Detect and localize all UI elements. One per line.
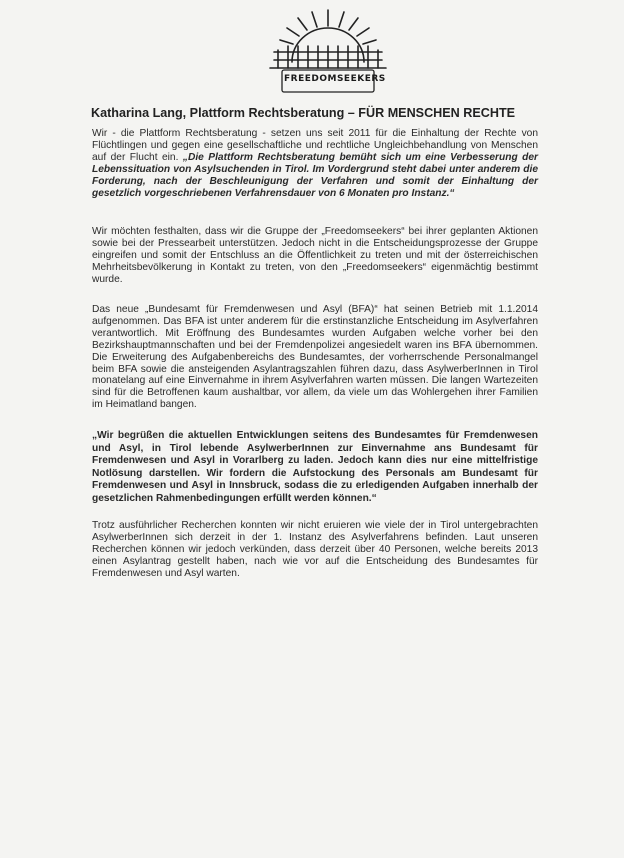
paragraph-research: Trotz ausführlicher Recherchen konnten wir nicht eruieren wie viele der in Tirol untergebrachten AsylwerberInnen sich derzeit in der 1. Instanz des Asylverfahrens befinden. Laut unseren Recherchen können wir jedoch verkünden, dass derzeit über 40 Personen, welche bereits 2013 einen Asylantrag gestellt haben, nach wie vor auf die Entscheidung des Bundesamtes für Fremdenwesen und Asyl warten.: [92, 520, 538, 579]
paragraph-bfa: Das neue „Bundesamt für Fremdenwesen und Asyl (BFA)“ hat seinen Betrieb mit 1.1.2014 aufgenommen. Das BFA ist unter anderem für die erstinstanzliche Entscheidung im Asylverfahren verantwortlich. Mit Eröffnung des Bundesamtes wurden Aufgaben welche vorher bei den Bezirkshauptmannschaften und bei der Fremdenpolizei angesiedelt waren ins BFA übernommen. Die Erweiterung des Aufgabenbereichs des Bundesamtes, der vorherrschende Personalmangel beim BFA sowie die ansteigenden Asylantragszahlen führen dazu, dass AsylwerberInnen in Tirol monatelang auf eine Einvernahme in ihrem Asylverfahren warten müssen. Die langen Wartezeiten sind für die Betroffenen kaum aushaltbar, vor allem, da viele um das Wohlergehen ihrer Familien im Heimatland bangen.: [92, 304, 538, 411]
paragraph-freedomseekers: Wir möchten festhalten, dass wir die Gruppe der „Freedomseekers“ bei ihrer geplanten Aktionen sowie bei der Pressearbeit unterstützen. Jedoch nicht in die Entscheidungsprozesse der Gruppe eingreifen und somit der Entschluss an die Öffentlichkeit zu treten und mit der österreichischen Mehrheitsbevölkerung in Kontakt zu treten, von den „Freedomseekers“ eigenmächtig bestimmt wurde.: [92, 226, 538, 285]
document-title: Katharina Lang, Plattform Rechtsberatung – FÜR MENSCHEN RECHTE: [91, 106, 516, 120]
paragraph-intro-quote: „Die Plattform Rechtsberatung bemüht sich um eine Verbesserung der Lebenssituation von Asylsuchenden in Tirol. Im Vordergrund steht dabei unter anderem die Forderung, nach der Beschleunigung der Verfahren und somit der Einhaltung der gesetzlich vorgeschriebenen Verfahrensdauer von 6 Monaten pro Instanz.“: [92, 151, 538, 199]
paragraph-demand-quote: „Wir begrüßen die aktuellen Entwicklungen seitens des Bundesamtes für Fremdenwesen und Asyl, in Tirol lebende AsylwerberInnen zur Einvernahme ans Bundesamt für Fremdenwesen und Asyl in Vorarlberg zu laden. Jedoch kann dies nur eine mittelfristige Notlösung darstellen. Wir fordern die Aufstockung des Personals am Bundesamt für Fremdenwesen und Asyl in Innsbruck, sodass die zu erledigenden Aufgaben innerhalb der gesetzlichen Rahmenbedingungen erfüllt werden können.“: [92, 430, 538, 504]
freedomseekers-logo: [262, 6, 394, 98]
paragraph-intro-text: Wir - die Plattform Rechtsberatung - setzen uns seit 2011 für die Einhaltung der Rechte von Flüchtlingen und gegen eine gesellschaftliche und rechtliche Ungleichbehandlung von Menschen auf der Flucht ein.: [92, 128, 538, 163]
paragraph-intro: [92, 128, 538, 199]
logo-wordmark: FREEDOMSEEKERS: [284, 74, 386, 84]
